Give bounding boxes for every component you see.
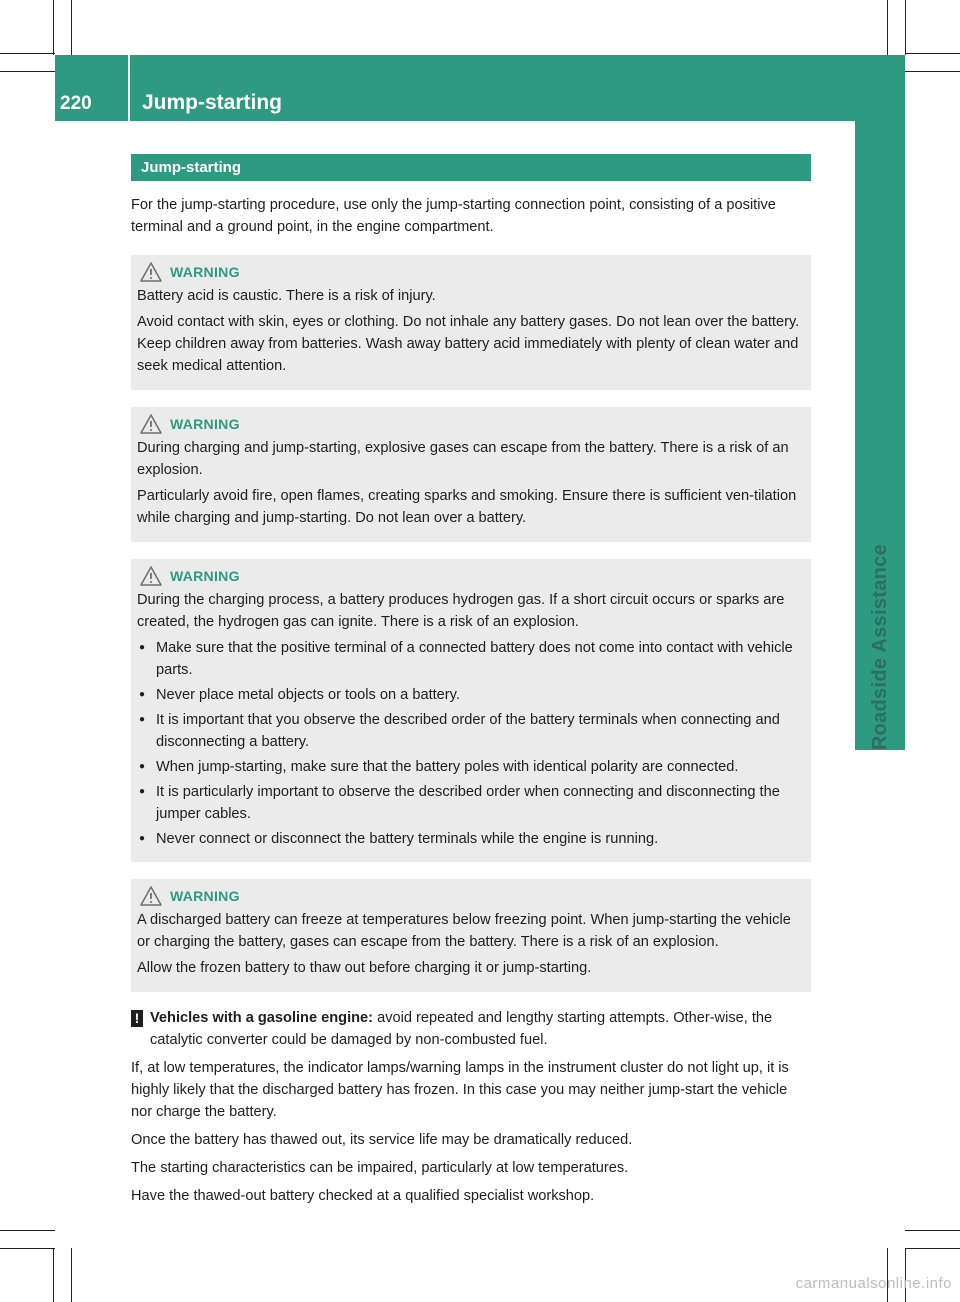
crop-mark <box>53 1248 54 1302</box>
section-title: Jump-starting <box>131 154 811 181</box>
watermark: carmanualsonline.info <box>795 1275 952 1292</box>
warning-box <box>131 407 811 542</box>
list-item: ● It is important that you observe the described order of the battery terminals when connecting and disconnecting a battery. <box>137 709 802 753</box>
warning-text: Allow the frozen battery to thaw out before charging it or jump-starting. <box>137 960 592 976</box>
main-content <box>131 154 811 1213</box>
warning-text: During charging and jump-starting, explosive gases can escape from the battery. There is a risk of an explosion. <box>137 440 789 478</box>
crop-mark <box>0 1230 55 1231</box>
warning-bullet-list <box>137 637 802 850</box>
warning-triangle-icon <box>140 414 162 434</box>
warning-label: WARNING <box>170 264 240 280</box>
crop-mark <box>53 0 54 55</box>
list-item: ● Never connect or disconnect the battery terminals while the engine is running. <box>137 828 802 850</box>
warning-label: WARNING <box>170 888 240 904</box>
warning-box <box>131 255 811 390</box>
crop-mark <box>0 53 55 54</box>
list-item: ● Never place metal objects or tools on a battery. <box>137 684 802 706</box>
warning-box <box>131 559 811 862</box>
intro-paragraph: For the jump-starting procedure, use only the jump-starting connection point, consisting of a positive terminal and a ground point, in the engine compartment. <box>131 197 776 235</box>
crop-mark <box>71 0 72 55</box>
exclamation-icon: ! <box>131 1010 143 1027</box>
crop-mark <box>905 71 960 72</box>
crop-mark <box>905 1248 960 1249</box>
warning-triangle-icon <box>140 566 162 586</box>
body-paragraph: If, at low temperatures, the indicator lamps/warning lamps in the instrument cluster do not light up, it is highly likely that the discharged battery has frozen. In this case you may neither jump-start the vehicle nor charge the battery. <box>131 1060 789 1120</box>
notice <box>131 1007 811 1051</box>
crop-mark <box>887 0 888 55</box>
body-paragraph: Have the thawed-out battery checked at a qualified specialist workshop. <box>131 1188 595 1204</box>
warning-triangle-icon <box>140 262 162 282</box>
warning-text: During the charging process, a battery produces hydrogen gas. If a short circuit occurs or sparks are created, the hydrogen gas can ignite. There is a risk of an explosion. <box>137 592 785 630</box>
warning-text: A discharged battery can freeze at temperatures below freezing point. When jump-starting the vehicle or charging the battery, gases can escape from the battery. There is a risk of an explosion. <box>137 912 791 950</box>
list-item: ● Make sure that the positive terminal of a connected battery does not come into contact with vehicle parts. <box>137 637 802 681</box>
warning-header <box>137 261 802 283</box>
list-item: ● When jump-starting, make sure that the battery poles with identical polarity are connected. <box>137 756 802 778</box>
warning-header <box>137 413 802 435</box>
crop-mark <box>905 53 960 54</box>
warning-label: WARNING <box>170 568 240 584</box>
warning-box <box>131 879 811 992</box>
side-tab-label-wrap <box>858 121 902 750</box>
warning-text: Battery acid is caustic. There is a risk of injury. <box>137 288 436 304</box>
side-tab-label: Roadside Assistance <box>868 543 891 750</box>
crop-mark <box>71 1248 72 1302</box>
list-item: ● It is particularly important to observe the described order when connecting and disconnecting the jumper cables. <box>137 781 802 825</box>
body-paragraph: The starting characteristics can be impaired, particularly at low temperatures. <box>131 1160 629 1176</box>
notice-text: avoid repeated and lengthy starting attempts. Other-wise, the catalytic converter could be damaged by non-combusted fuel. <box>150 1010 773 1048</box>
warning-triangle-icon <box>140 886 162 906</box>
warning-text: Particularly avoid fire, open flames, creating sparks and smoking. Ensure there is sufficient ven-tilation while charging and jump-starting. Do not lean over a battery. <box>137 488 797 526</box>
header-title: Jump-starting <box>142 91 283 114</box>
header-divider <box>128 55 130 121</box>
page-number: 220 <box>60 93 92 114</box>
crop-mark <box>0 71 55 72</box>
crop-mark <box>0 1248 55 1249</box>
warning-header <box>137 565 802 587</box>
body-paragraph: Once the battery has thawed out, its service life may be dramatically reduced. <box>131 1132 633 1148</box>
crop-mark <box>905 0 906 55</box>
notice-bold-text: Vehicles with a gasoline engine: <box>150 1010 374 1026</box>
warning-text: Avoid contact with skin, eyes or clothing. Do not inhale any battery gases. Do not lean over the battery. Keep children away from batteries. Wash away battery acid immediately with plenty of clean water and seek medical attention. <box>137 314 800 374</box>
warning-header <box>137 885 802 907</box>
warning-label: WARNING <box>170 416 240 432</box>
crop-mark <box>905 1230 960 1231</box>
